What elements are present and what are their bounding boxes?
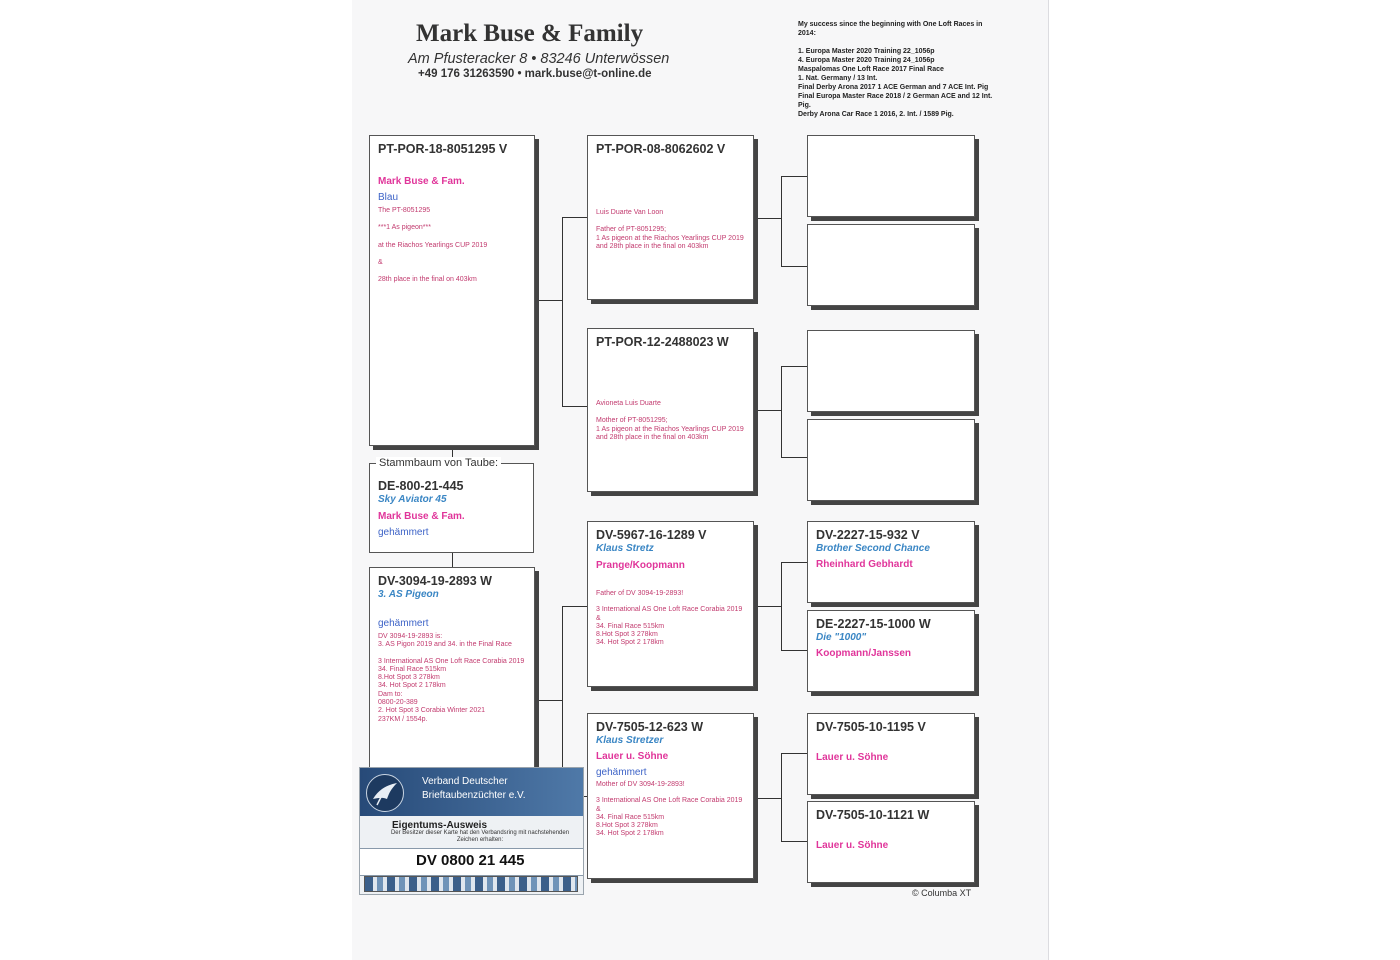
grandsire-maternal-box bbox=[587, 521, 754, 687]
breeder: Koopmann/Janssen bbox=[816, 648, 912, 659]
pigeon-name: Klaus Stretzer bbox=[596, 735, 664, 746]
note: 3 International AS One Loft Race Corabia 2019 bbox=[378, 657, 525, 665]
note: 8.Hot Spot 3 278km bbox=[596, 631, 658, 639]
ring-number: PT-POR-18-8051295 V bbox=[378, 142, 508, 156]
dam-box bbox=[369, 567, 535, 772]
card-org-name: Brieftaubenzüchter e.V. bbox=[422, 790, 526, 801]
note: 8.Hot Spot 3 278km bbox=[596, 822, 658, 830]
note: 34. Hot Spot 2 178km bbox=[596, 639, 664, 647]
note: 3. AS Pigon 2019 and 34. in the Final Race bbox=[378, 641, 512, 649]
note: 34. Final Race 515km bbox=[596, 622, 665, 630]
connector bbox=[535, 700, 562, 701]
ring-number: DV-3094-19-2893 W bbox=[378, 574, 492, 588]
breeder: Prange/Koopmann bbox=[596, 560, 685, 571]
great-grandparent-box bbox=[807, 135, 975, 217]
pedigree-label: Stammbaum von Taube: bbox=[376, 457, 501, 469]
connector bbox=[754, 218, 781, 219]
connector bbox=[562, 217, 563, 407]
note: 34. Final Race 515km bbox=[378, 665, 447, 673]
success-line: 4. Europa Master 2020 Training 24_1056p bbox=[798, 57, 935, 64]
note: 237KM / 1554p. bbox=[378, 715, 428, 723]
great-grandparent-box bbox=[807, 713, 975, 795]
copyright: © Columba XT bbox=[912, 888, 972, 898]
connector bbox=[781, 266, 807, 267]
note: DV 3094-19-2893 is: bbox=[378, 633, 443, 640]
note: 34. Hot Spot 2 178km bbox=[596, 830, 664, 838]
note: Father of PT-8051295; bbox=[596, 226, 667, 234]
pigeon-name: Sky Aviator 45 bbox=[378, 494, 447, 505]
connector bbox=[781, 841, 807, 842]
subject-pigeon-box bbox=[369, 463, 534, 553]
color: gehämmert bbox=[378, 618, 429, 629]
ring-number: DV-7505-10-1121 W bbox=[816, 808, 930, 822]
card-description: Der Besitzer dieser Karte hat den Verbandsring mit nachstehenden Zeichen erhalten: bbox=[390, 830, 570, 843]
breeder: Lauer u. Söhne bbox=[816, 840, 889, 851]
ring-number: DV-7505-10-1195 V bbox=[816, 720, 926, 734]
color: gehämmert bbox=[378, 527, 429, 538]
note: The PT-8051295 bbox=[378, 207, 431, 214]
card-ring-number: DV 0800 21 445 bbox=[416, 852, 525, 869]
breeder: Rheinhard Gebhardt bbox=[816, 559, 913, 570]
pigeon-name: Avioneta Luis Duarte bbox=[596, 400, 661, 407]
connector bbox=[781, 650, 807, 651]
connector bbox=[562, 606, 587, 607]
note: & bbox=[378, 258, 383, 266]
ring-number: PT-POR-12-2488023 W bbox=[596, 335, 729, 349]
grandsire-paternal-box bbox=[587, 135, 754, 300]
pigeon-name: Klaus Stretz bbox=[596, 543, 654, 554]
pigeon-name: Die "1000" bbox=[816, 632, 867, 643]
success-list bbox=[798, 20, 993, 119]
success-line: Final Derby Arona 2017 1 ACE German and 7 ACE Int. Pig bbox=[798, 84, 989, 91]
note: 8.Hot Spot 3 278km bbox=[378, 674, 440, 682]
connector bbox=[562, 217, 587, 218]
great-grandparent-box bbox=[807, 610, 975, 692]
note: 34. Final Race 515km bbox=[596, 813, 665, 821]
note bbox=[378, 650, 526, 658]
great-grandparent-box bbox=[807, 330, 975, 412]
pigeon-name: Luis Duarte Van Loon bbox=[596, 209, 664, 216]
note: 3 International AS One Loft Race Corabia 2019 bbox=[596, 606, 743, 614]
ring-number: DE-800-21-445 bbox=[378, 479, 464, 493]
connector bbox=[781, 176, 782, 267]
success-title: My success since the beginning with One Loft Races in 2014: bbox=[798, 21, 983, 37]
connector bbox=[781, 366, 782, 458]
pigeon-name: Brother Second Chance bbox=[816, 543, 930, 554]
granddam-paternal-box bbox=[587, 328, 754, 492]
breeder-address: Am Pfusteracker 8 • 83246 Unterwössen bbox=[408, 51, 670, 67]
note: 2. Hot Spot 3 Corabia Winter 2021 bbox=[378, 707, 486, 715]
ring-number: DV-7505-12-623 W bbox=[596, 720, 704, 734]
breeder-contact: +49 176 31263590 • mark.buse@t-online.de bbox=[418, 68, 652, 80]
note: & bbox=[596, 805, 601, 813]
ring-number: DV-2227-15-932 V bbox=[816, 528, 920, 542]
success-line: Derby Arona Car Race 1 2016, 2. Int. / 1589 Pig. bbox=[798, 111, 954, 118]
card-title: Eigentums-Ausweis bbox=[392, 820, 488, 831]
connector bbox=[535, 300, 562, 301]
color: Blau bbox=[378, 192, 399, 203]
note: 3 International AS One Loft Race Corabia 2019 bbox=[596, 797, 743, 805]
breeder: Lauer u. Söhne bbox=[596, 751, 669, 762]
breeder: Mark Buse & Fam. bbox=[378, 511, 465, 522]
ring-number: DV-5967-16-1289 V bbox=[596, 528, 707, 542]
note: 1 As pigeon at the Riachos Yearlings CUP 2019 and 28th place in the final on 403km bbox=[596, 234, 744, 250]
note: & bbox=[596, 614, 601, 622]
great-grandparent-box bbox=[807, 224, 975, 306]
note: 0800-20-389 bbox=[378, 699, 418, 707]
note: Dam to: bbox=[378, 690, 403, 698]
color: gehämmert bbox=[596, 767, 647, 778]
card-header bbox=[360, 768, 583, 816]
breeder: Mark Buse & Fam. bbox=[378, 176, 465, 187]
connector bbox=[781, 562, 782, 651]
connector bbox=[781, 753, 782, 842]
note: Mother of PT-8051295; bbox=[596, 417, 668, 425]
great-grandparent-box bbox=[807, 521, 975, 603]
connector bbox=[781, 457, 807, 458]
connector bbox=[781, 366, 807, 367]
note bbox=[596, 789, 745, 797]
success-line: Final Europa Master Race 2018 / 2 German ACE and 12 Int. Pig. bbox=[798, 93, 993, 109]
pigeon-logo-icon bbox=[366, 774, 404, 812]
note: Father of DV 3094-19-2893! bbox=[596, 590, 684, 597]
note: Mother of DV 3094-19-2893! bbox=[596, 781, 685, 788]
connector bbox=[754, 606, 781, 607]
pigeon-name: 3. AS Pigeon bbox=[378, 589, 439, 600]
card-org-name: Verband Deutscher bbox=[422, 776, 508, 787]
connector bbox=[562, 406, 587, 407]
note bbox=[596, 598, 745, 606]
success-line: 1. Nat. Germany / 13 Int. bbox=[798, 75, 878, 82]
success-line: 1. Europa Master 2020 Training 22_1056p bbox=[798, 48, 935, 55]
connector bbox=[754, 410, 781, 411]
ring-number: DE-2227-15-1000 W bbox=[816, 617, 931, 631]
connector bbox=[452, 553, 453, 567]
note: 1 As pigeon at the Riachos Yearlings CUP 2019 and 28th place in the final on 403km bbox=[596, 425, 744, 441]
note: 34. Hot Spot 2 178km bbox=[378, 682, 446, 690]
breeder: Lauer u. Söhne bbox=[816, 752, 889, 763]
success-line: Maspalomas One Loft Race 2017 Final Race bbox=[798, 66, 944, 73]
ownership-card bbox=[359, 767, 584, 895]
connector bbox=[781, 753, 807, 754]
card-pattern bbox=[364, 876, 578, 892]
great-grandparent-box bbox=[807, 801, 975, 883]
granddam-maternal-box bbox=[587, 713, 754, 879]
great-grandparent-box bbox=[807, 419, 975, 501]
connector bbox=[754, 798, 781, 799]
note: at the Riachos Yearlings CUP 2019 bbox=[378, 241, 488, 249]
sire-box bbox=[369, 135, 535, 446]
note: 28th place in the final on 403km bbox=[378, 276, 477, 284]
breeder-name: Mark Buse & Family bbox=[416, 20, 644, 47]
note: ***1 As pigeon*** bbox=[378, 224, 431, 232]
connector bbox=[781, 176, 807, 177]
ring-number: PT-POR-08-8062602 V bbox=[596, 142, 726, 156]
connector bbox=[781, 562, 807, 563]
